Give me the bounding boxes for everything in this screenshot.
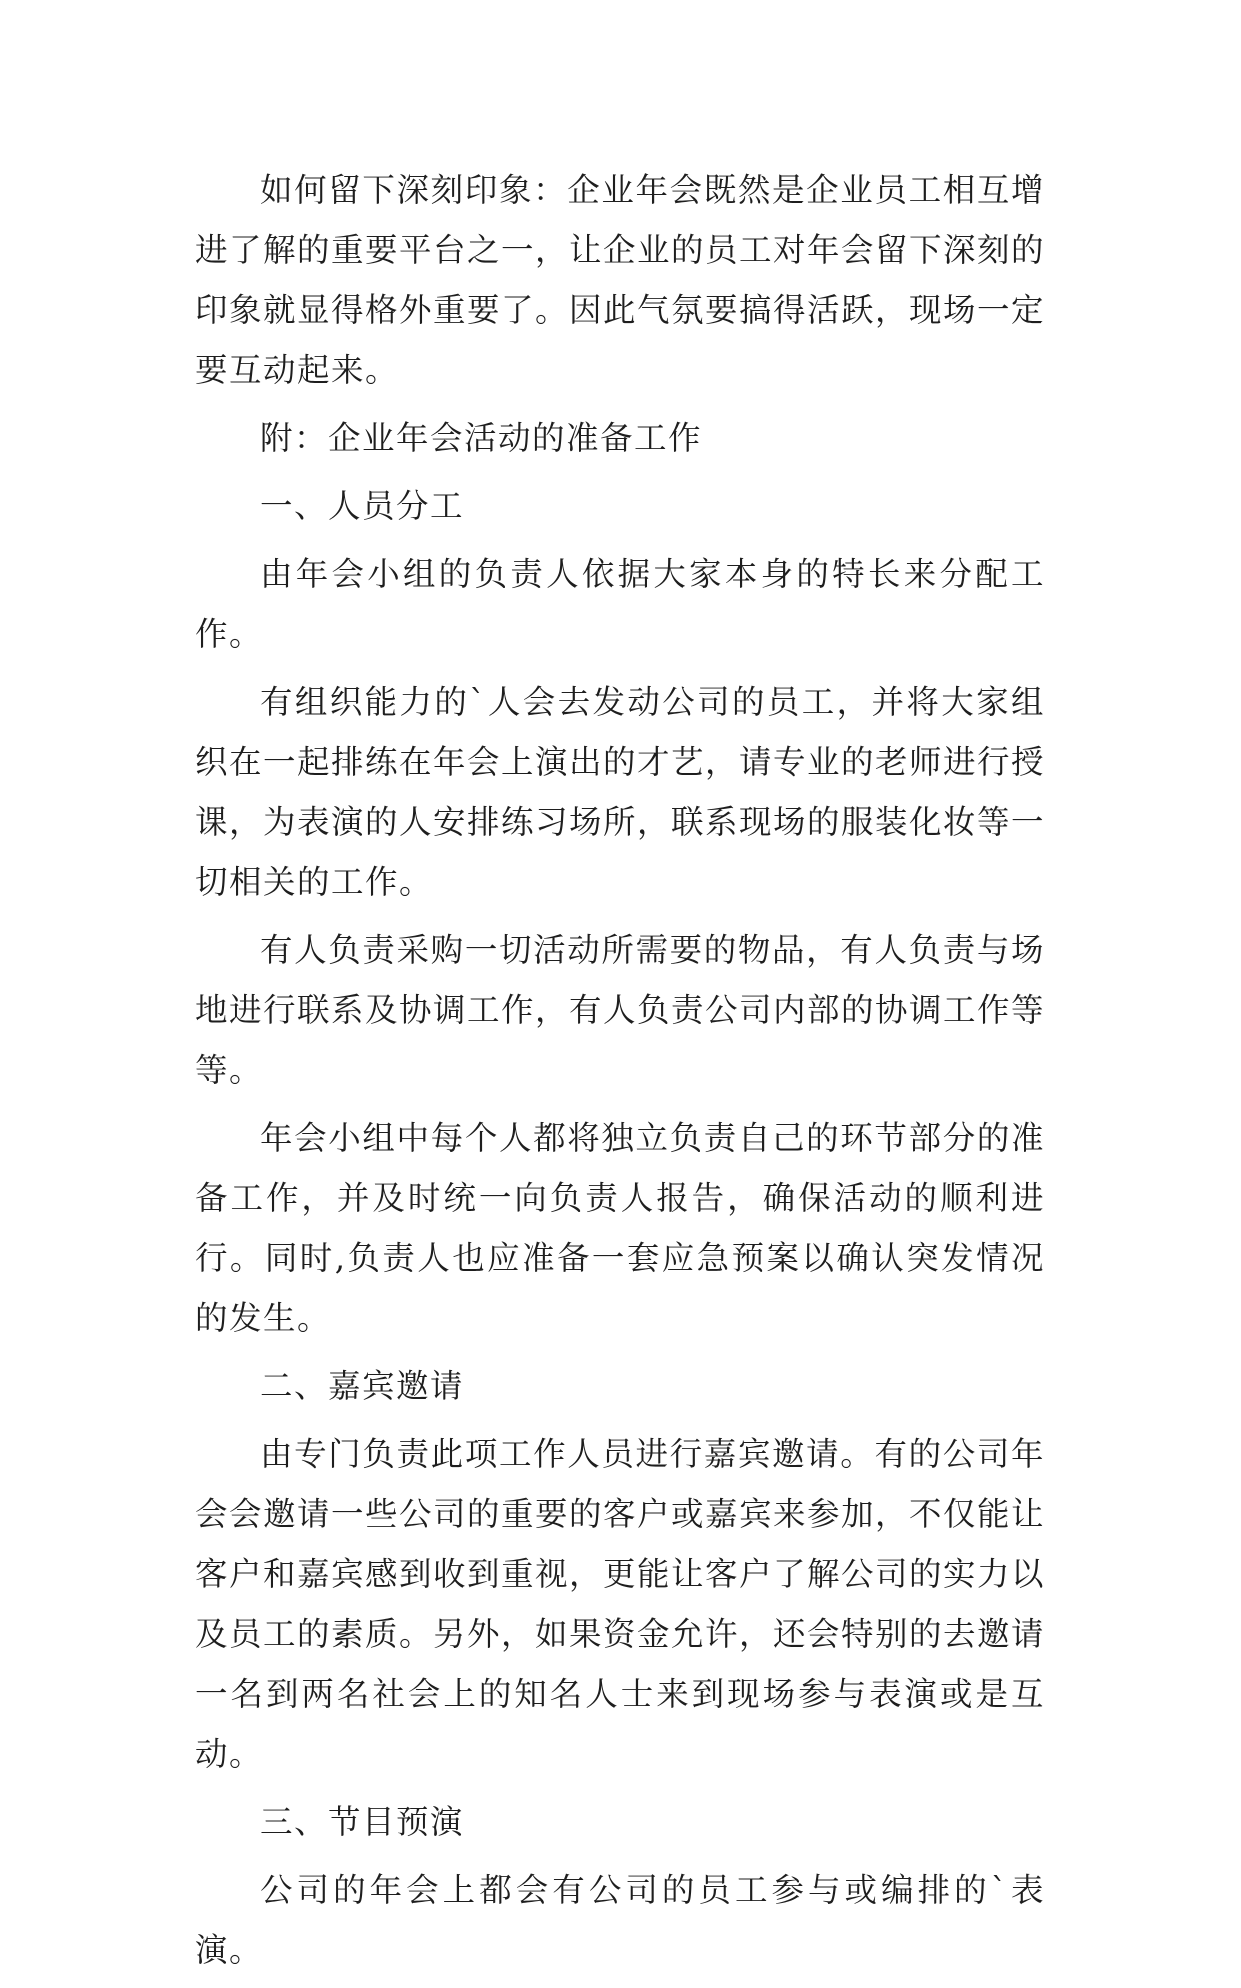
paragraph-staffing-procurement: 有人负责采购一切活动所需要的物品，有人负责与场地进行联系及协调工作，有人负责公司内部的协调工作等等。 xyxy=(195,931,1046,1089)
section-heading-guests: 二、嘉宾邀请 xyxy=(260,1367,465,1405)
paragraph-staffing-organizers: 有组织能力的`人会去发动公司的员工，并将大家组织在一起排练在年会上演出的才艺，请专业的老师进行授课，为表演的人安排练习场所，联系现场的服装化妆等一切相关的工作。 xyxy=(195,683,1046,901)
paragraph-appendix-title: 附：企业年会活动的准备工作 xyxy=(260,419,703,457)
section-heading-staffing: 一、人员分工 xyxy=(260,487,465,525)
paragraph-impression: 如何留下深刻印象：企业年会既然是企业员工相互增进了解的重要平台之一，让企业的员工对年会留下深刻的印象就显得格外重要了。因此气氛要搞得活跃，现场一定要互动起来。 xyxy=(195,171,1046,389)
paragraph-staffing-intro: 由年会小组的负责人依据大家本身的特长来分配工作。 xyxy=(195,555,1045,653)
paragraph-rehearsal: 公司的年会上都会有公司的员工参与或编排的`表演。 xyxy=(195,1871,1045,1969)
paragraph-staffing-responsibility: 年会小组中每个人都将独立负责自己的环节部分的准备工作，并及时统一向负责人报告，确保活动的顺利进行。同时,负责人也应准备一套应急预案以确认突发情况的发生。 xyxy=(195,1119,1045,1337)
section-heading-rehearsal: 三、节目预演 xyxy=(260,1803,465,1841)
paragraph-guest-invitation: 由专门负责此项工作人员进行嘉宾邀请。有的公司年会会邀请一些公司的重要的客户或嘉宾来参加，不仅能让客户和嘉宾感到收到重视，更能让客户了解公司的实力以及员工的素质。另外，如果资金允许，还会特别的去邀请一名到两名社会上的知名人士来到现场参与表演或是互动。 xyxy=(195,1435,1046,1773)
document-body xyxy=(195,160,1045,1988)
